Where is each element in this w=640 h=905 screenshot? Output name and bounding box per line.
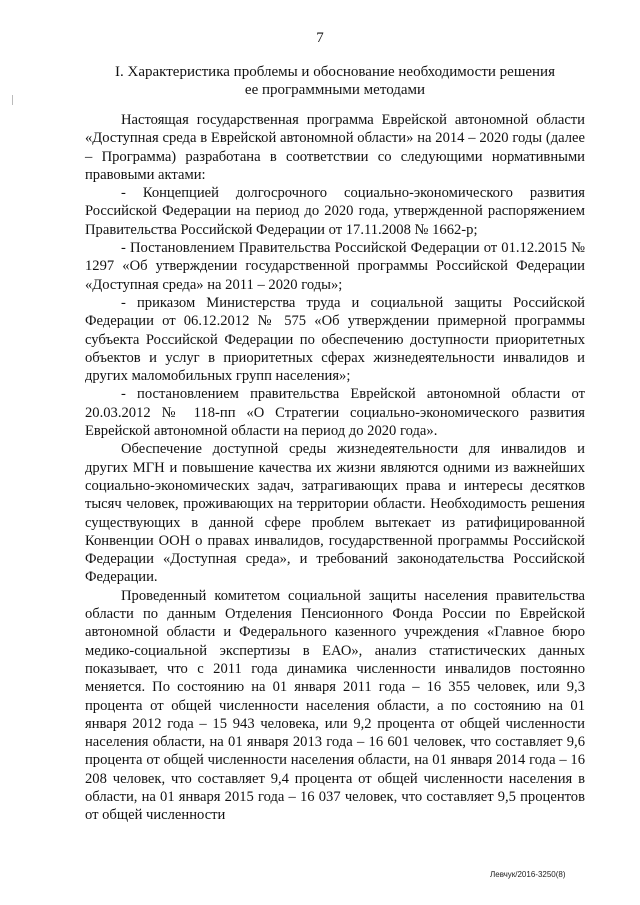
paragraph-bullet-resolution-1297: - Постановлением Правительства Российской Федерации от 01.12.2015 № 1297 «Об утверждении государственной программы Российской Федерации «Доступная среда» на 2011 – 2020 годы»;: [85, 240, 585, 293]
paragraph-bullet-resolution-118: - постановлением правительства Еврейской автономной области от 20.03.2012 № 118-пп «О Стратегии социально-экономического развития Еврейской автономной области на период до 2020 года».: [85, 386, 585, 440]
margin-mark: [12, 95, 13, 105]
footer-code: Левчук/2016-3250(8): [490, 870, 566, 879]
paragraph-intro: Настоящая государственная программа Еврейской автономной области «Доступная среда в Еврейской автономной области» на 2014 – 2020 годы (далее – Программа) разработана в соответствии со следующими нормативными правовыми актами:: [85, 112, 585, 183]
paragraph-bullet-concept: - Концепцией долгосрочного социально-экономического развития Российской Федерации на период до 2020 года, утвержденной распоряжением Правительства Российской Федерации от 17.11.2008 № 1662-р;: [85, 185, 585, 238]
paragraph-accessibility: Обеспечение доступной среды жизнедеятельности для инвалидов и других МГН и повышение качества их жизни являются одними из важнейших социально-экономических задач, затрагивающих права и интересы десятков тысяч человек, проживающих на территории области. Необходимость решения существующих в данной сфере проблем вытекает из ратифицированной Конвенции ООН о правах инвалидов, государственной программы Российской Федерации «Доступная среда», и требований законодательства Российской Федерации.: [85, 441, 585, 586]
page-number: 7: [316, 30, 324, 46]
paragraph-statistics: Проведенный комитетом социальной защиты населения правительства области по данным Отделения Пенсионного Фонда России по Еврейской автономной области и Федерального казенного учреждения «Главное бюро медико-социальной экспертизы в ЕАО», анализ статистических данных показывает, что с 2011 года динамика численности инвалидов постоянно меняется. По состоянию на 01 января 2011 года – 16 355 человек, или 9,3 процента от общей численности населения области, а по состоянию на 01 января 2012 года – 15 943 человека, или 9,2 процента от общей численности населения области, на 01 января 2013 года – 16 601 человек, что составляет 9,6 процента от общей численности населения области, на 01 января 2014 года – 16 208 человек, что составляет 9,4 процента от общей численности населения в области, на 01 января 2015 года – 16 037 человек, что составляет 9,5 процентов от общей численности: [85, 587, 585, 824]
section-heading-line-2: ее программными методами: [244, 82, 426, 98]
section-heading: [100, 63, 570, 99]
paragraph-bullet-order-575: - приказом Министерства труда и социальной защиты Российской Федерации от 06.12.2012 № 575 «Об утверждении примерной программы субъекта Российской Федерации по обеспечению доступности приоритетных объектов и услуг в приоритетных сферах жизнедеятельности инвалидов и других маломобильных групп населения»;: [85, 294, 585, 385]
section-heading-line-1: I. Характеристика проблемы и обоснование необходимости решения: [115, 64, 555, 80]
body-text: [85, 111, 585, 825]
